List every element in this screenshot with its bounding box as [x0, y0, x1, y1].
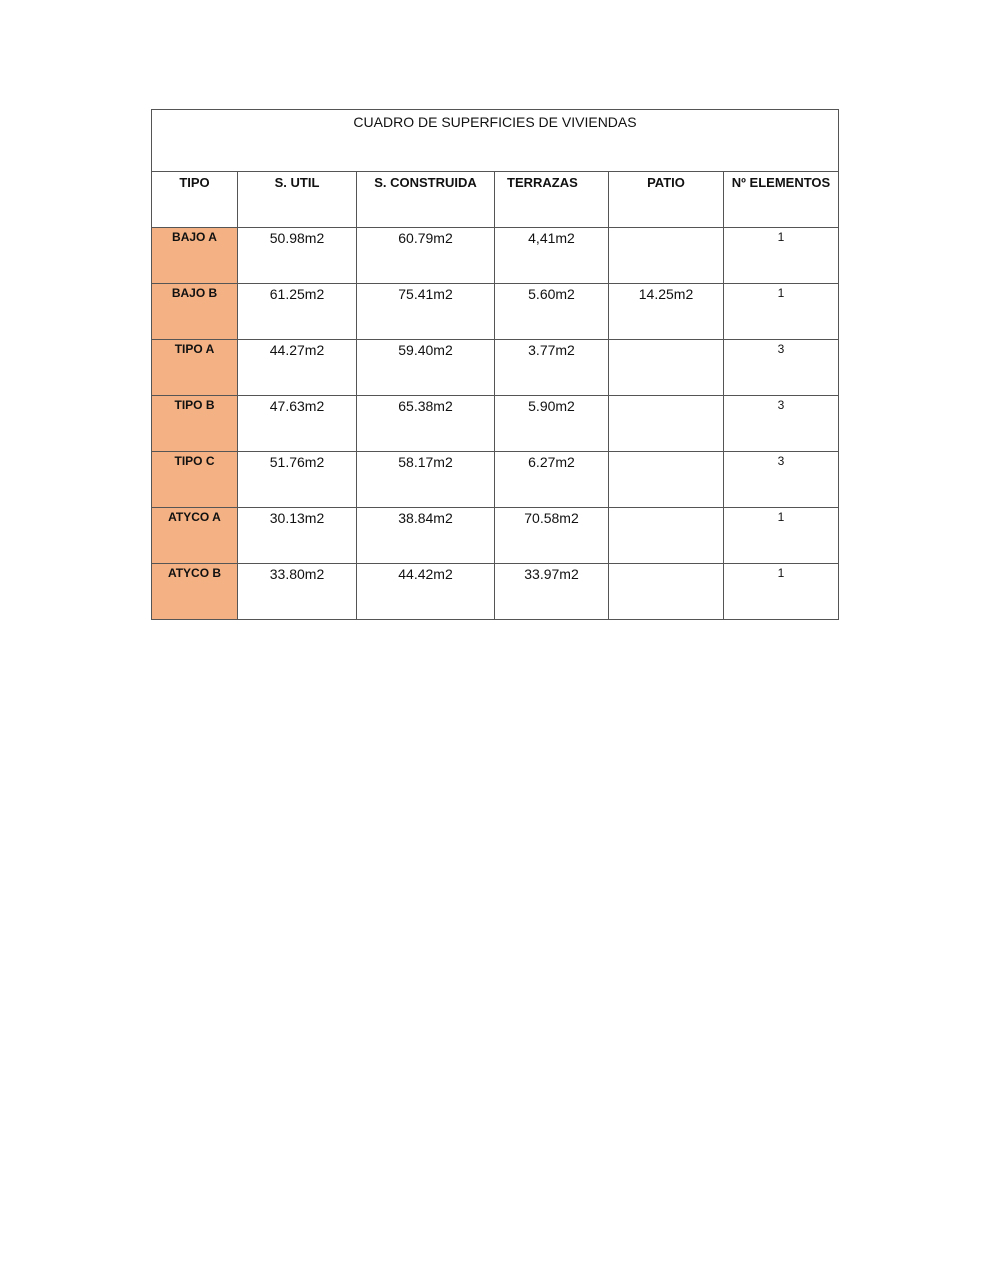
s-construida-cell: 65.38m2 [357, 396, 495, 452]
patio-cell [609, 564, 724, 620]
s-util-cell: 50.98m2 [238, 228, 357, 284]
terrazas-cell: 3.77m2 [495, 340, 609, 396]
row-type-cell: ATYCO A [152, 508, 238, 564]
header-tipo: TIPO [152, 172, 238, 228]
row-type-cell: TIPO A [152, 340, 238, 396]
elementos-cell: 1 [724, 564, 839, 620]
s-construida-cell: 58.17m2 [357, 452, 495, 508]
s-construida-cell: 60.79m2 [357, 228, 495, 284]
table-row [152, 508, 839, 564]
header-elementos: Nº ELEMENTOS [724, 172, 839, 228]
patio-cell [609, 452, 724, 508]
row-type-cell: BAJO B [152, 284, 238, 340]
elementos-cell: 1 [724, 284, 839, 340]
s-util-cell: 44.27m2 [238, 340, 357, 396]
title-row [152, 110, 839, 172]
s-util-cell: 30.13m2 [238, 508, 357, 564]
s-construida-cell: 44.42m2 [357, 564, 495, 620]
patio-cell [609, 396, 724, 452]
header-terrazas: TERRAZAS [495, 172, 609, 228]
table-row [152, 564, 839, 620]
s-construida-cell: 38.84m2 [357, 508, 495, 564]
table-row [152, 284, 839, 340]
elementos-cell: 3 [724, 396, 839, 452]
header-patio: PATIO [609, 172, 724, 228]
surface-table [151, 109, 839, 620]
header-s-util: S. UTIL [238, 172, 357, 228]
s-util-cell: 51.76m2 [238, 452, 357, 508]
table-row [152, 452, 839, 508]
patio-cell [609, 228, 724, 284]
s-construida-cell: 59.40m2 [357, 340, 495, 396]
elementos-cell: 1 [724, 228, 839, 284]
s-util-cell: 47.63m2 [238, 396, 357, 452]
s-construida-cell: 75.41m2 [357, 284, 495, 340]
terrazas-cell: 5.60m2 [495, 284, 609, 340]
patio-cell [609, 340, 724, 396]
elementos-cell: 1 [724, 508, 839, 564]
terrazas-cell: 6.27m2 [495, 452, 609, 508]
terrazas-cell: 4,41m2 [495, 228, 609, 284]
elementos-cell: 3 [724, 340, 839, 396]
header-s-construida: S. CONSTRUIDA [357, 172, 495, 228]
elementos-cell: 3 [724, 452, 839, 508]
header-row [152, 172, 839, 228]
row-type-cell: TIPO B [152, 396, 238, 452]
table-row [152, 396, 839, 452]
row-type-cell: TIPO C [152, 452, 238, 508]
row-type-cell: ATYCO B [152, 564, 238, 620]
terrazas-cell: 70.58m2 [495, 508, 609, 564]
table-title: CUADRO DE SUPERFICIES DE VIVIENDAS [152, 110, 839, 172]
terrazas-cell: 5.90m2 [495, 396, 609, 452]
s-util-cell: 61.25m2 [238, 284, 357, 340]
patio-cell: 14.25m2 [609, 284, 724, 340]
terrazas-cell: 33.97m2 [495, 564, 609, 620]
patio-cell [609, 508, 724, 564]
table-row [152, 340, 839, 396]
table-row [152, 228, 839, 284]
s-util-cell: 33.80m2 [238, 564, 357, 620]
row-type-cell: BAJO A [152, 228, 238, 284]
